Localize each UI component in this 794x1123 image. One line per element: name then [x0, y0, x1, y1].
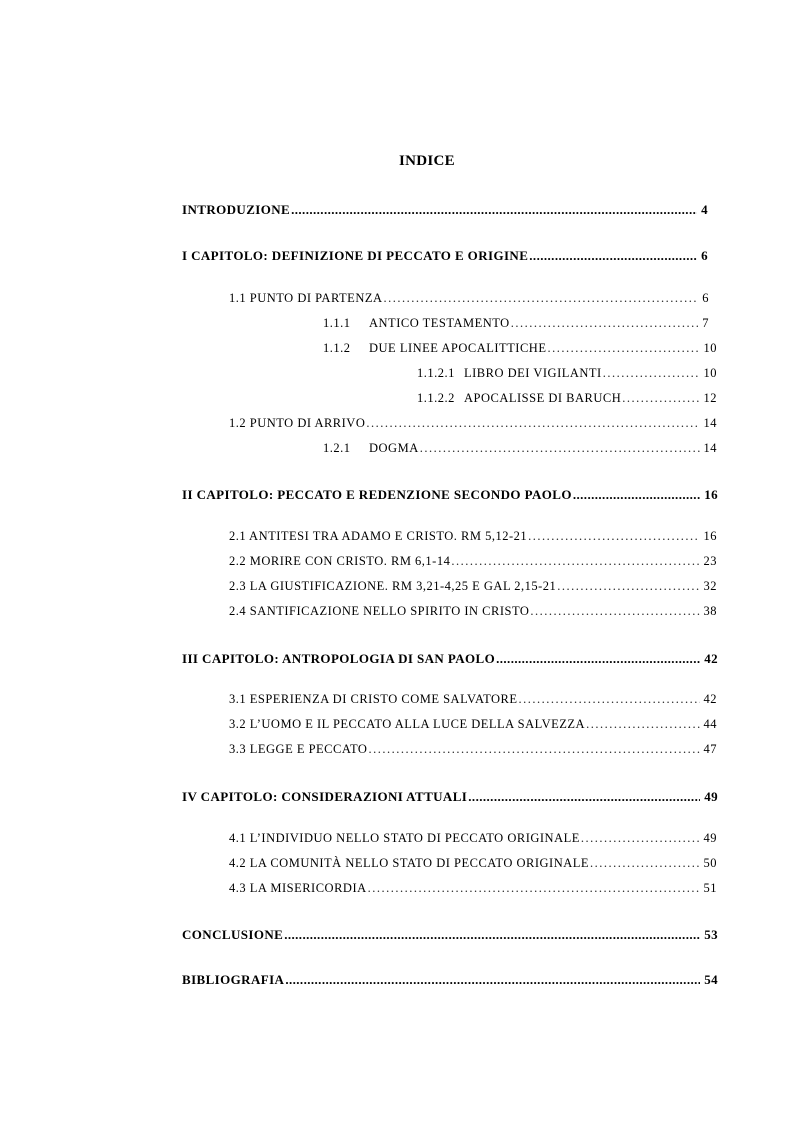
toc-entry-page: 4 — [701, 202, 708, 217]
dot-leader — [496, 651, 700, 667]
toc-entry-cap2[interactable] — [182, 487, 718, 503]
toc-entry-page: 51 — [703, 881, 717, 895]
toc-entry-number: 1.1.1 — [323, 316, 351, 330]
toc-entry-label: BIBLIOGRAFIA — [182, 972, 285, 987]
toc-entry-label: 3.1 ESPERIENZA DI CRISTO COME SALVATORE — [229, 692, 518, 706]
dot-leader — [384, 291, 699, 306]
toc-entry-2-2[interactable] — [229, 554, 717, 569]
toc-entry-label: DOGMA — [369, 441, 419, 455]
toc-entry-page: 14 — [703, 416, 717, 430]
toc-entry-page: 38 — [703, 604, 717, 618]
toc-entry-1-2-1[interactable] — [323, 441, 717, 456]
dot-leader — [547, 341, 699, 356]
toc-entry-cap1[interactable] — [182, 248, 708, 264]
dot-leader — [366, 416, 699, 431]
dot-leader — [291, 202, 697, 218]
dot-leader — [557, 579, 699, 594]
toc-entry-page: 49 — [703, 831, 717, 845]
toc-entry-number: 1.2.1 — [323, 441, 351, 455]
dot-leader — [622, 391, 699, 406]
toc-entry-1-1-2-2[interactable] — [417, 391, 717, 406]
toc-entry-label: 4.3 LA MISERICORDIA — [229, 881, 367, 895]
toc-entry-page: 6 — [701, 248, 708, 263]
dot-leader — [603, 366, 700, 381]
toc-entry-1-1-1[interactable] — [323, 316, 709, 331]
toc-entry-cap3[interactable] — [182, 651, 718, 667]
toc-entry-1-1[interactable] — [229, 291, 709, 306]
toc-entry-page: 54 — [704, 972, 718, 987]
dot-leader — [368, 881, 700, 896]
toc-entry-cap4[interactable] — [182, 789, 718, 805]
toc-entry-page: 6 — [702, 291, 709, 305]
toc-entry-4-1[interactable] — [229, 831, 717, 846]
toc-entry-page: 50 — [703, 856, 717, 870]
dot-leader — [519, 692, 700, 707]
dot-leader — [586, 717, 699, 732]
toc-entry-page: 23 — [703, 554, 717, 568]
toc-entry-page: 14 — [703, 441, 717, 455]
toc-entry-page: 10 — [703, 341, 717, 355]
toc-entry-label: CONCLUSIONE — [182, 927, 284, 942]
toc-entry-label: 1.1 PUNTO DI PARTENZA — [229, 291, 383, 305]
toc-entry-page: 16 — [704, 487, 718, 502]
toc-entry-1-1-2[interactable] — [323, 341, 717, 356]
toc-entry-3-2[interactable] — [229, 717, 717, 732]
toc-entry-label: LIBRO DEI VIGILANTI — [464, 366, 602, 380]
toc-entry-label: II CAPITOLO: PECCATO E REDENZIONE SECONDO PAOLO — [182, 487, 572, 502]
toc-entry-page: 47 — [703, 742, 717, 756]
toc-entry-label: ANTICO TESTAMENTO — [369, 316, 510, 330]
toc-entry-label: III CAPITOLO: ANTROPOLOGIA DI SAN PAOLO — [182, 651, 496, 666]
toc-entry-number: 1.1.2 — [323, 341, 351, 355]
page-title: INDICE — [399, 153, 455, 169]
toc-entry-label: INTRODUZIONE — [182, 202, 291, 217]
dot-leader — [285, 972, 700, 988]
toc-entry-label: 4.1 L’INDIVIDUO NELLO STATO DI PECCATO ORIGINALE — [229, 831, 580, 845]
toc-entry-label: 3.3 LEGGE E PECCATO — [229, 742, 368, 756]
toc-entry-label: APOCALISSE DI BARUCH — [464, 391, 622, 405]
toc-entry-page: 42 — [704, 651, 718, 666]
toc-entry-page: 16 — [703, 529, 717, 543]
dot-leader — [530, 604, 699, 619]
toc-entry-2-3[interactable] — [229, 579, 717, 594]
toc-entry-4-2[interactable] — [229, 856, 717, 871]
dot-leader — [511, 316, 699, 331]
toc-entry-label: IV CAPITOLO: CONSIDERAZIONI ATTUALI — [182, 789, 468, 804]
dot-leader — [581, 831, 700, 846]
dot-leader — [284, 927, 700, 943]
toc-entry-4-3[interactable] — [229, 881, 717, 896]
dot-leader — [468, 789, 700, 805]
toc-entry-3-3[interactable] — [229, 742, 717, 757]
toc-entry-label: 2.4 SANTIFICAZIONE NELLO SPIRITO IN CRISTO — [229, 604, 530, 618]
toc-entry-1-2[interactable] — [229, 416, 717, 431]
toc-entry-label: 2.1 ANTITESI TRA ADAMO E CRISTO. RM 5,12-21 — [229, 529, 528, 543]
toc-entry-page: 12 — [703, 391, 717, 405]
toc-entry-conclusione[interactable] — [182, 927, 718, 943]
toc-entry-number: 1.1.2.2 — [417, 391, 455, 405]
toc-entry-page: 49 — [704, 789, 718, 804]
toc-entry-2-4[interactable] — [229, 604, 717, 619]
dot-leader — [451, 554, 699, 569]
toc-entry-3-1[interactable] — [229, 692, 717, 707]
toc-entry-page: 32 — [703, 579, 717, 593]
toc-entry-introduzione[interactable] — [182, 202, 708, 218]
toc-entry-1-1-2-1[interactable] — [417, 366, 717, 381]
toc-entry-page: 7 — [702, 316, 709, 330]
toc-entry-label: 2.2 MORIRE CON CRISTO. RM 6,1-14 — [229, 554, 451, 568]
dot-leader — [528, 529, 699, 544]
dot-leader — [573, 487, 700, 503]
toc-entry-page: 53 — [704, 927, 718, 942]
toc-entry-label: 2.3 LA GIUSTIFICAZIONE. RM 3,21-4,25 E GAL 2,15-21 — [229, 579, 557, 593]
toc-entry-page: 44 — [703, 717, 717, 731]
toc-entry-number: 1.1.2.1 — [417, 366, 455, 380]
toc-entry-label: 3.2 L’UOMO E IL PECCATO ALLA LUCE DELLA SALVEZZA — [229, 717, 586, 731]
toc-entry-2-1[interactable] — [229, 529, 717, 544]
toc-entry-label: 4.2 LA COMUNITÀ NELLO STATO DI PECCATO ORIGINALE — [229, 856, 590, 870]
toc-entry-label: DUE LINEE APOCALITTICHE — [369, 341, 547, 355]
toc-entry-page: 10 — [703, 366, 717, 380]
toc-entry-bibliografia[interactable] — [182, 972, 718, 988]
toc-entry-label: I CAPITOLO: DEFINIZIONE DI PECCATO E ORIGINE — [182, 248, 529, 263]
dot-leader — [420, 441, 700, 456]
dot-leader — [590, 856, 699, 871]
dot-leader — [529, 248, 697, 264]
dot-leader — [368, 742, 699, 757]
toc-entry-page: 42 — [703, 692, 717, 706]
toc-entry-label: 1.2 PUNTO DI ARRIVO — [229, 416, 366, 430]
